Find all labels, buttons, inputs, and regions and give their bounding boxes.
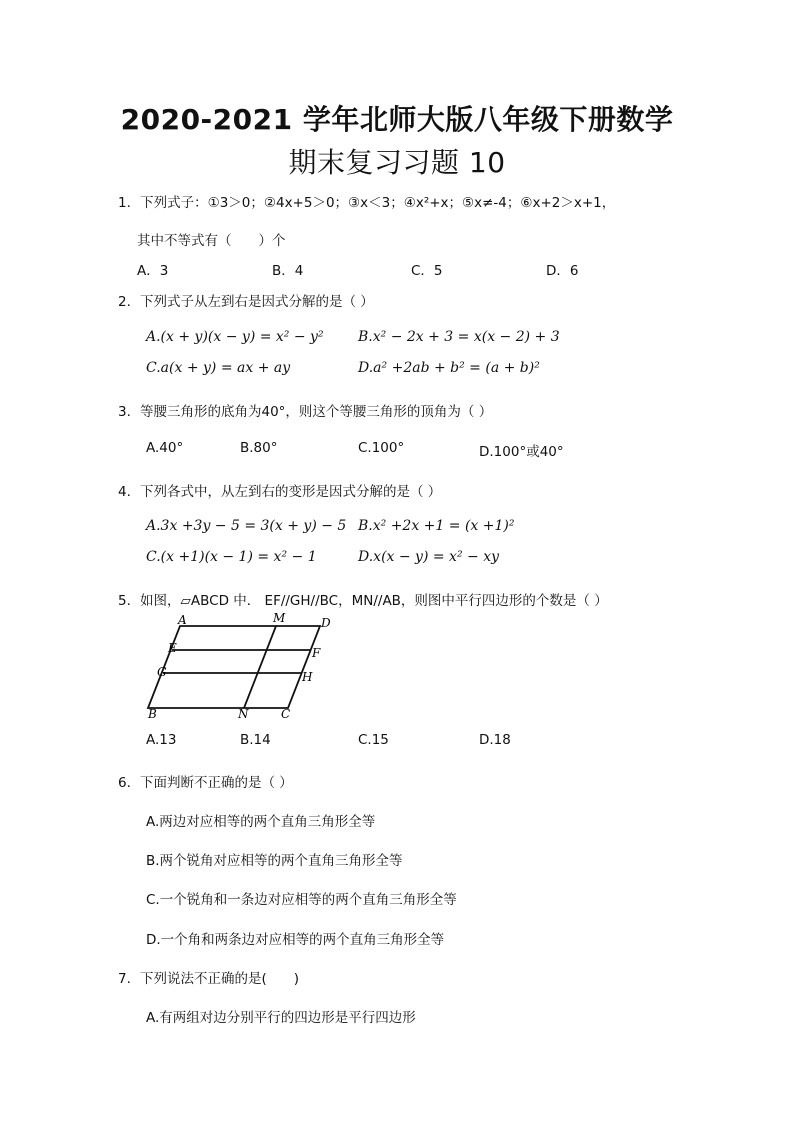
q1-stem-2: 其中不等式有（ ）个 (137, 233, 286, 249)
segment-mn (244, 626, 276, 708)
q3-option-b: B.80° (240, 440, 278, 456)
q5-option-b: B.14 (240, 732, 271, 748)
parallelogram-abcd (148, 626, 320, 708)
q4-option-c: C.(x +1)(x − 1) = x² − 1 (146, 549, 317, 565)
q5-option-d: D.18 (479, 732, 511, 748)
q5-stem-line (118, 589, 608, 609)
q4-number: 4. (118, 484, 131, 500)
label-c: C (281, 707, 291, 720)
q1-option-a: A．3 (137, 263, 169, 279)
q6-stem-line (118, 771, 293, 791)
q1-number: 1． (118, 195, 141, 211)
label-m: M (273, 611, 286, 625)
q6-option-a: A.两边对应相等的两个直角三角形全等 (146, 814, 376, 830)
q2-option-b: B.x² − 2x + 3 = x(x − 2) + 3 (358, 329, 560, 345)
label-b: B (148, 707, 157, 720)
label-a: A (178, 613, 187, 627)
q7-number: 7. (118, 971, 131, 987)
q6-number: 6. (118, 775, 131, 791)
parallelogram-figure (140, 610, 340, 720)
label-d: D (321, 616, 331, 630)
q1-stem-line (118, 191, 615, 211)
q7-option-a: A.有两组对边分别平行的四边形是平行四边形 (146, 1010, 416, 1026)
title-line-2: 期末复习习题 10 (288, 146, 506, 179)
q4-option-b: B.x² +2x +1 = (x +1)² (358, 518, 515, 534)
q7-stem-line (118, 967, 299, 987)
q2-number: 2. (118, 294, 131, 310)
q4-option-a: A.3x +3y − 5 = 3(x + y) − 5 (146, 518, 347, 534)
q6-option-d: D.一个角和两条边对应相等的两个直角三角形全等 (146, 932, 445, 948)
q6-stem: 下面判断不正确的是（ ） (140, 775, 293, 791)
q5-stem: 如图，▱ABCD 中． EF//GH//BC，MN//AB，则图中平行四边形的个数是（ ） (140, 593, 608, 609)
q2-option-c: C.a(x + y) = ax + ay (146, 360, 291, 376)
q3-option-c: C.100° (358, 440, 405, 456)
q2-option-d: D.a² +2ab + b² = (a + b)² (358, 360, 540, 376)
q6-option-b: B.两个锐角对应相等的两个直角三角形全等 (146, 853, 403, 869)
q6-option-c: C.一个锐角和一条边对应相等的两个直角三角形全等 (146, 892, 457, 908)
q1-option-b: B．4 (272, 263, 304, 279)
q5-option-a: A.13 (146, 732, 177, 748)
title-line-1: 2020-2021 学年北师大版八年级下册数学 (120, 103, 674, 136)
q5-number: 5. (118, 593, 131, 609)
q4-option-d: D.x(x − y) = x² − xy (358, 549, 500, 565)
label-n: N (238, 707, 249, 720)
q4-stem: 下列各式中，从左到右的变形是因式分解的是（ ） (140, 484, 442, 500)
label-g: G (157, 665, 167, 679)
q5-option-c: C.15 (358, 732, 389, 748)
label-h: H (302, 670, 313, 684)
q1-option-d: D．6 (546, 263, 579, 279)
q2-option-a: A.(x + y)(x − y) = x² − y² (146, 329, 324, 345)
label-e: E (168, 641, 177, 655)
q4-stem-line (118, 480, 441, 500)
q1-option-c: C．5 (411, 263, 443, 279)
q7-stem: 下列说法不正确的是( ) (140, 971, 300, 987)
q3-stem: 等腰三角形的底角为40°，则这个等腰三角形的顶角为（ ） (140, 404, 493, 420)
q3-stem-line (118, 400, 492, 420)
q3-option-d: D.100°或40° (479, 444, 564, 460)
q3-number: 3. (118, 404, 131, 420)
label-f: F (312, 646, 321, 660)
q3-option-a: A.40° (146, 440, 184, 456)
q2-stem: 下列式子从左到右是因式分解的是（ ） (140, 294, 374, 310)
q1-stem: 下列式子：①3＞0；②4x+5＞0；③x＜3；④x²+x；⑤x≠-4；⑥x+2＞x+1， (140, 195, 616, 211)
q2-stem-line (118, 290, 374, 310)
